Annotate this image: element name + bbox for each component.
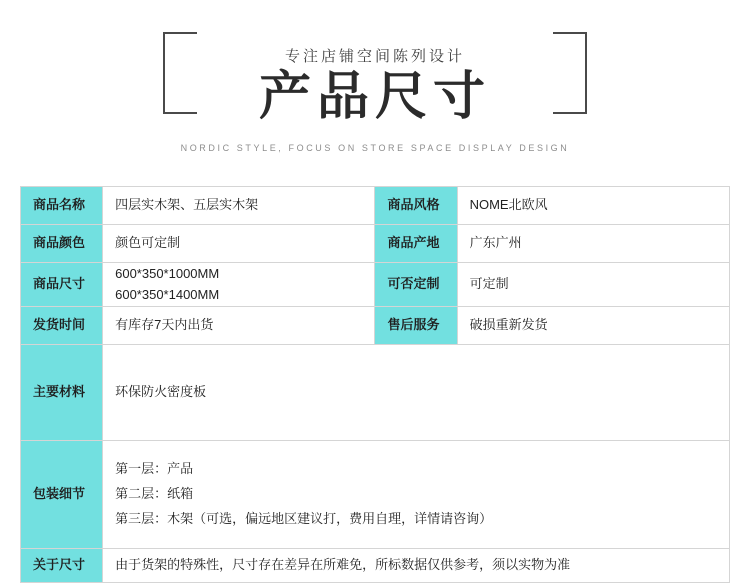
table-row	[21, 549, 730, 583]
table-row	[21, 441, 730, 549]
page-title: 产品尺寸	[258, 68, 491, 126]
table-row	[21, 263, 730, 307]
value-product-style: NOME北欧风	[457, 187, 729, 225]
value-shipping-time: 有库存7天内出货	[103, 307, 375, 345]
package-line-1: 第一层：产品	[115, 461, 194, 477]
header-subtitle-cn: 专注店铺空间陈列设计	[284, 48, 465, 65]
label-product-origin: 商品产地	[375, 225, 457, 263]
package-line-3: 第三层：木架（可选，偏远地区建议打，费用自理，详情请咨询）	[115, 510, 493, 526]
product-size-line-2: 600*350*1400MM	[115, 286, 220, 302]
label-product-name: 商品名称	[21, 187, 103, 225]
label-about-size: 关于尺寸	[21, 549, 103, 583]
bracket-left-decoration	[163, 32, 197, 114]
table-row	[21, 225, 730, 263]
value-after-sales: 破损重新发货	[457, 307, 729, 345]
value-product-size	[103, 263, 375, 307]
label-customizable: 可否定制	[375, 263, 457, 307]
label-product-style: 商品风格	[375, 187, 457, 225]
bracket-right-decoration	[553, 32, 587, 114]
value-customizable: 可定制	[457, 263, 729, 307]
header-inner	[197, 26, 553, 146]
package-line-2: 第二层：纸箱	[115, 486, 194, 502]
label-shipping-time: 发货时间	[21, 307, 103, 345]
value-about-size: 由于货架的特殊性，尺寸存在差异在所难免，所标数据仅供参考，须以实物为准	[103, 549, 730, 583]
label-product-size: 商品尺寸	[21, 263, 103, 307]
label-main-material: 主要材料	[21, 345, 103, 441]
table-row	[21, 307, 730, 345]
value-package-detail	[103, 441, 730, 549]
value-product-color: 颜色可定制	[103, 225, 375, 263]
value-product-origin: 广东广州	[457, 225, 729, 263]
product-spec-table	[20, 186, 730, 583]
label-package-detail: 包装细节	[21, 441, 103, 549]
spec-table-wrapper	[0, 186, 750, 583]
table-row	[21, 187, 730, 225]
value-product-name: 四层实木架、五层实木架	[103, 187, 375, 225]
value-main-material: 环保防火密度板	[103, 345, 730, 441]
product-size-line-1: 600*350*1000MM	[115, 265, 220, 281]
label-product-color: 商品颜色	[21, 225, 103, 263]
label-after-sales: 售后服务	[375, 307, 457, 345]
page-header	[0, 0, 750, 172]
header-subtitle-en: NORDIC STYLE, FOCUS ON STORE SPACE DISPLAY DESIGN	[180, 143, 570, 153]
table-row	[21, 345, 730, 441]
